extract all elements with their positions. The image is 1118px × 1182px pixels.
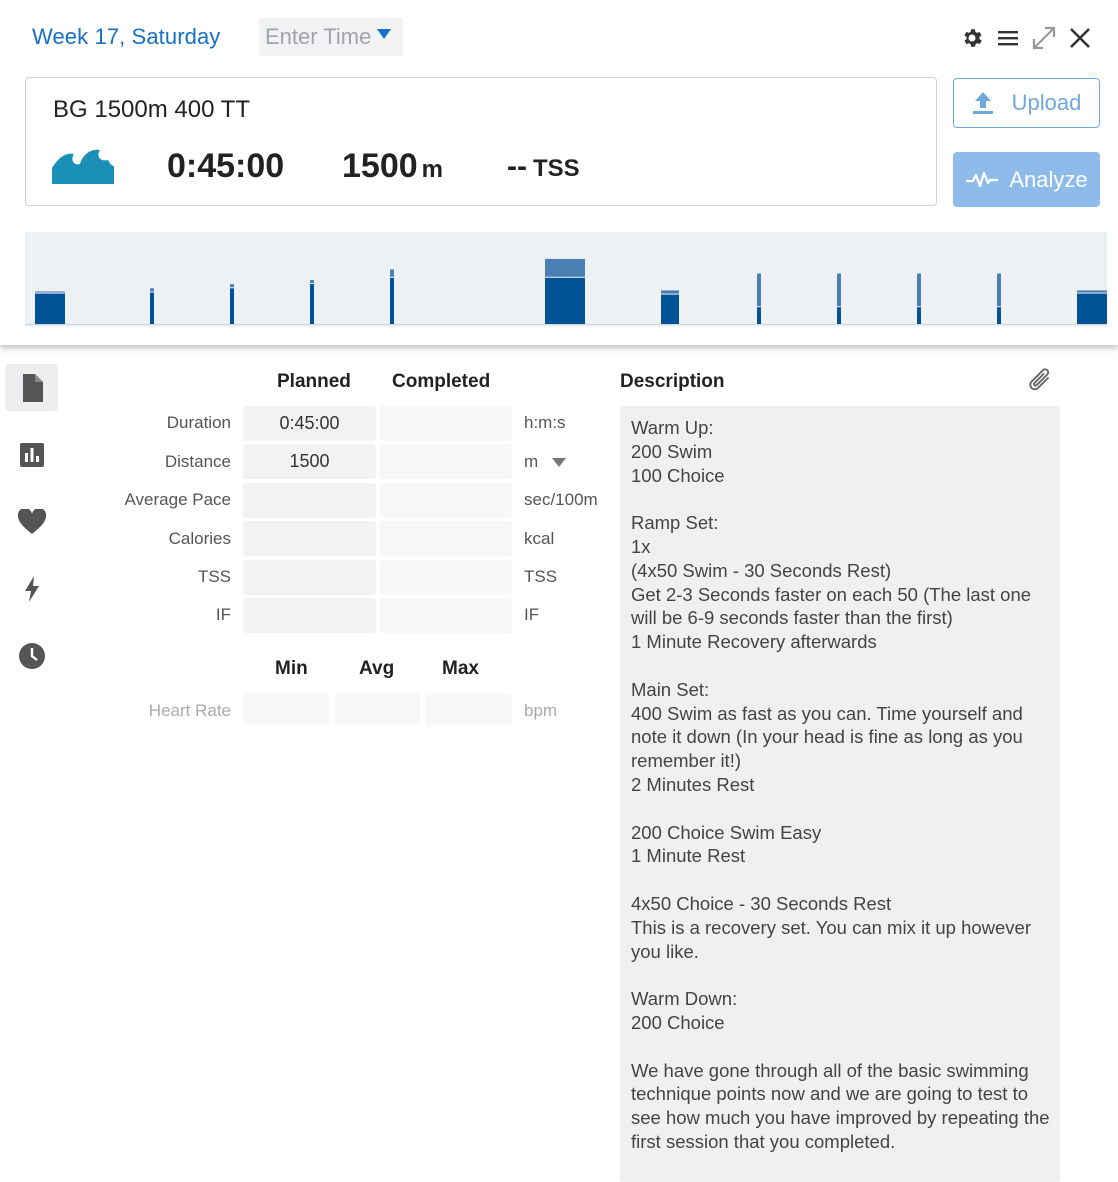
side-navigation <box>5 364 58 699</box>
duration-unit: h:m:s <box>524 413 566 432</box>
time-select[interactable] <box>259 18 403 56</box>
hr-avg-header: Avg <box>359 658 395 679</box>
description-line: (4x50 Swim - 30 Seconds Rest) <box>631 559 892 581</box>
expand-icon[interactable] <box>1030 24 1058 52</box>
hr-min-header: Min <box>275 658 308 679</box>
planned-tss-field[interactable] <box>243 560 376 595</box>
interval-range-12 <box>1077 290 1107 292</box>
planned-distance-field[interactable]: 1500 <box>243 444 376 479</box>
planned-column-header: Planned <box>277 371 351 392</box>
description-line: 2 Minutes Rest <box>631 773 755 795</box>
interval-range-5 <box>390 269 394 276</box>
description-line: Warm Down: <box>631 988 738 1010</box>
interval-bar-11[interactable] <box>997 307 1001 324</box>
description-paragraph <box>631 678 1050 797</box>
description-paragraph <box>631 416 1050 487</box>
interval-bar-5[interactable] <box>390 278 394 324</box>
interval-bar-10[interactable] <box>917 307 921 324</box>
description-paragraph <box>631 821 1050 869</box>
description-line: Main Set: <box>631 678 710 700</box>
tss-unit-label: TSS <box>524 567 558 586</box>
hr-min-field[interactable] <box>243 693 329 725</box>
description-line: 1x <box>631 535 651 557</box>
interval-bar-8[interactable] <box>757 307 761 324</box>
nav-heart-rate[interactable] <box>5 498 58 545</box>
planned-duration-field[interactable]: 0:45:00 <box>243 406 376 441</box>
workout-summary-card <box>25 77 937 206</box>
chevron-down-icon[interactable] <box>552 458 566 467</box>
description-paragraph <box>631 1059 1050 1154</box>
completed-column-header: Completed <box>392 371 491 392</box>
completed-tss-field[interactable] <box>380 560 512 595</box>
document-icon <box>21 374 43 402</box>
interval-range-1 <box>35 291 65 292</box>
analyze-label: Analyze <box>1009 166 1088 192</box>
heart-icon <box>18 509 46 535</box>
hr-avg-field[interactable] <box>334 693 420 725</box>
average-pace-label: Average Pace <box>124 490 231 509</box>
menu-icon[interactable] <box>994 24 1022 52</box>
tss-value: -- <box>507 150 527 183</box>
analyze-button[interactable] <box>953 152 1100 207</box>
pulse-icon <box>965 170 999 190</box>
description-line: 200 Choice Swim Easy <box>631 821 822 843</box>
description-line: Ramp Set: <box>631 512 719 534</box>
description-line: 4x50 Choice - 30 Seconds Rest <box>631 892 892 914</box>
completed-pace-field[interactable] <box>380 483 512 518</box>
calories-unit: kcal <box>524 529 555 548</box>
planned-duration: 0:45:00 <box>167 147 285 185</box>
nav-power[interactable] <box>5 565 58 612</box>
heart-rate-unit: bpm <box>524 701 558 720</box>
date-title: Week 17, Saturday <box>32 24 221 49</box>
interval-range-6 <box>545 259 585 277</box>
distance-value: 1500 <box>342 147 418 185</box>
interval-range-10 <box>917 274 921 307</box>
interval-bar-3[interactable] <box>230 288 234 324</box>
paperclip-icon[interactable] <box>1028 366 1054 399</box>
chevron-down-icon <box>377 29 391 39</box>
description-title: Description <box>620 371 725 392</box>
description-line: 100 Choice <box>631 464 725 486</box>
description-line: 200 Swim <box>631 440 713 462</box>
tss-unit: TSS <box>532 155 580 182</box>
distance-label: Distance <box>164 452 231 471</box>
interval-bar-12[interactable] <box>1077 294 1107 324</box>
description-line: Warm Up: <box>631 417 714 438</box>
description-line: 1 Minute Rest <box>631 845 746 867</box>
heart-rate-label: Heart Rate <box>148 701 231 720</box>
interval-range-7 <box>661 290 679 293</box>
interval-bar-1[interactable] <box>35 294 65 324</box>
description-paragraph <box>631 892 1050 963</box>
distance-unit-select[interactable]: m <box>524 452 539 471</box>
description-paragraph <box>631 511 1050 654</box>
workout-structure-chart[interactable] <box>25 232 1107 327</box>
calories-label: Calories <box>168 529 231 548</box>
upload-label: Upload <box>1011 90 1082 115</box>
completed-distance-field[interactable] <box>380 444 512 479</box>
interval-range-3 <box>230 284 234 287</box>
duration-label: Duration <box>166 413 231 432</box>
interval-range-11 <box>997 274 1001 307</box>
planned-calories-field[interactable] <box>243 521 376 556</box>
interval-range-9 <box>837 274 841 307</box>
description-paragraph <box>631 987 1050 1035</box>
interval-bar-9[interactable] <box>837 307 841 324</box>
upload-icon <box>972 90 994 116</box>
nav-history[interactable] <box>5 632 58 679</box>
description-line: Get 2-3 Seconds faster on each 50 (The last one will be 6-9 seconds faster than the first) <box>631 583 1032 629</box>
interval-bar-2[interactable] <box>150 293 154 325</box>
bar-chart-icon <box>20 443 44 467</box>
tss-label: TSS <box>197 567 231 586</box>
pace-unit: sec/100m <box>524 490 598 509</box>
swim-wave-icon <box>52 146 114 189</box>
workout-title[interactable]: BG 1500m 400 TT <box>53 96 250 123</box>
lightning-icon <box>24 576 40 602</box>
header-toolbar <box>958 24 1102 52</box>
interval-range-2 <box>150 288 154 291</box>
interval-bar-6[interactable] <box>545 278 585 324</box>
hr-max-header: Max <box>442 658 479 679</box>
planned-pace-field[interactable] <box>243 483 376 518</box>
completed-duration-field[interactable] <box>380 406 512 441</box>
close-icon[interactable] <box>1066 24 1094 52</box>
planned-tss <box>507 150 580 184</box>
description-line: We have gone through all of the basic swimming technique points now and we are going to test to see how much you have improved by repeating the first session that you completed. <box>631 1059 1050 1152</box>
completed-if-field[interactable] <box>380 598 512 633</box>
interval-range-8 <box>757 274 761 307</box>
interval-range-4 <box>310 280 314 283</box>
nav-charts[interactable] <box>5 431 58 478</box>
description-text[interactable] <box>620 406 1060 1182</box>
nav-summary[interactable] <box>5 364 58 411</box>
interval-bar-4[interactable] <box>310 284 314 324</box>
workout-structure-svg <box>25 232 1107 327</box>
completed-calories-field[interactable] <box>380 521 512 556</box>
description-line: This is a recovery set. You can mix it up however you like. <box>631 916 1031 962</box>
description-line: 1 Minute Recovery afterwards <box>631 631 877 653</box>
planned-if-field[interactable] <box>243 598 376 633</box>
clock-icon <box>18 642 46 670</box>
gear-icon[interactable] <box>958 24 986 52</box>
if-unit: IF <box>524 605 540 624</box>
workout-header <box>0 0 1118 345</box>
distance-unit: m <box>421 156 443 183</box>
planned-distance <box>342 147 443 186</box>
hr-max-field[interactable] <box>425 693 512 725</box>
if-label: IF <box>215 605 231 624</box>
time-placeholder: Enter Time <box>265 24 372 49</box>
interval-bar-7[interactable] <box>661 295 679 324</box>
description-line: 200 Choice <box>631 1011 725 1033</box>
upload-button[interactable] <box>953 78 1100 128</box>
description-line: 400 Swim as fast as you can. Time yourself and note it down (In your head is fine as long as you remember it!) <box>631 702 1023 772</box>
